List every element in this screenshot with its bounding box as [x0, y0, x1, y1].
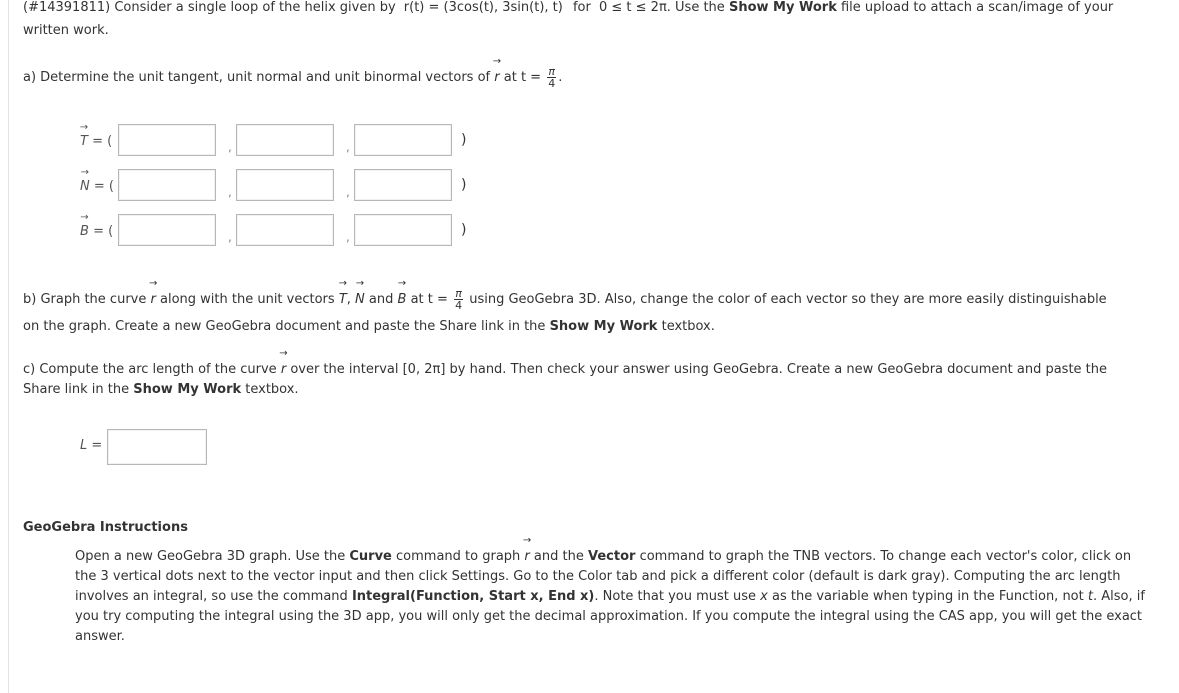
period: . — [558, 70, 563, 85]
pi-over-4 — [547, 66, 556, 89]
at-t: at t = — [410, 292, 448, 307]
vector-command: Vector — [588, 549, 636, 564]
instructions-line3 — [75, 587, 1160, 607]
instructions-line4: you try computing the integral using the 3D app, you will only get the decimal approximation. If you compute the integral using the CAS app, you will get the exact — [75, 609, 1143, 624]
tangent-x-input[interactable] — [118, 124, 216, 156]
r-vector: → r — [281, 360, 286, 380]
frac-den: 4 — [455, 299, 463, 312]
comma: , — [346, 185, 350, 199]
arc-length-input[interactable] — [107, 429, 207, 465]
eq-open: = ( — [92, 134, 113, 149]
part-a-text — [23, 66, 1159, 89]
normal-y-input[interactable] — [236, 169, 334, 201]
B-symbol: → B — [398, 290, 407, 310]
question-id: (#14391811) — [23, 0, 111, 15]
part-c-line1 — [23, 360, 1159, 380]
part-a-prompt: a) Determine the unit tangent, unit normal and unit binormal vectors of — [23, 70, 491, 85]
instr-text: involves an integral, so use the command — [75, 589, 348, 604]
pi-over-4 — [454, 288, 463, 311]
normal-x-input[interactable] — [118, 169, 216, 201]
curve-command: Curve — [349, 549, 392, 564]
B-symbol: → B — [80, 224, 89, 239]
normal-label — [80, 179, 120, 194]
instr-text: Open a new GeoGebra 3D graph. Use the — [75, 549, 346, 564]
instr-text: . Also, if — [1092, 589, 1145, 604]
close-bracket: ) — [461, 132, 467, 148]
instr-text: as the variable when typing in the Function, not — [772, 589, 1084, 604]
part-c-text4: Share link in the — [23, 382, 130, 397]
domain: 0 ≤ t ≤ 2π — [599, 0, 667, 15]
show-my-work-label: Show My Work — [549, 319, 658, 334]
r-func-text: r(t) = (3cos(t), 3sin(t), t) — [403, 0, 563, 15]
binormal-y-input[interactable] — [236, 214, 334, 246]
part-b-line1 — [23, 288, 1159, 311]
T-symbol: → T — [80, 134, 88, 149]
eq-open: = ( — [93, 179, 114, 194]
part-c-text2: over the interval — [290, 362, 399, 377]
instr-text: command to graph — [396, 549, 521, 564]
binormal-label — [80, 224, 120, 239]
instructions-line5: answer. — [75, 629, 125, 644]
part-b-text5: textbox. — [661, 319, 715, 334]
r-vector: → r — [151, 290, 156, 310]
r-vector: → r — [494, 68, 499, 88]
close-bracket: ) — [461, 222, 467, 238]
part-c-text5: textbox. — [245, 382, 299, 397]
intro-line2: written work. — [23, 23, 109, 38]
close-bracket: ) — [461, 177, 467, 193]
frac-num: π — [548, 65, 556, 78]
comma: , — [346, 230, 350, 244]
r-vector: → r — [524, 547, 529, 567]
N-symbol: → N — [80, 179, 90, 194]
comma: , — [228, 230, 232, 244]
comma: , — [346, 292, 351, 307]
for-word: for — [572, 0, 591, 15]
part-b-text2: along with the unit vectors — [160, 292, 335, 307]
part-b-text3: using GeoGebra 3D. Also, change the color of each vector so they are more easily distinguishable — [469, 292, 1107, 307]
instr-text: and the — [533, 549, 584, 564]
comma: , — [228, 185, 232, 199]
eq-open: = ( — [93, 224, 114, 239]
arc-length-label: L = — [80, 438, 103, 453]
part-c-line2 — [23, 380, 1159, 400]
part-c-text3: by hand. Then check your answer using GeoGebra. Create a new GeoGebra document and paste the — [449, 362, 1108, 377]
binormal-z-input[interactable] — [354, 214, 452, 246]
helix-function — [404, 0, 563, 15]
part-b-text1: b) Graph the curve — [23, 292, 147, 307]
frac-num: π — [455, 287, 462, 300]
tangent-y-input[interactable] — [236, 124, 334, 156]
part-b-text4: on the graph. Create a new GeoGebra document and paste the Share link in the — [23, 319, 546, 334]
integral-command: Integral(Function, Start x, End x) — [351, 589, 595, 604]
N-symbol: → N — [355, 290, 365, 310]
instructions-line1 — [75, 547, 1160, 567]
tangent-z-input[interactable] — [354, 124, 452, 156]
part-b-line2 — [23, 317, 1159, 337]
intro-text: Consider a single loop of the helix given by — [114, 0, 396, 15]
x-variable: x — [760, 589, 768, 604]
show-my-work-label: Show My Work — [133, 382, 242, 397]
instr-text: command to graph the TNB vectors. To change each vector's color, click on — [639, 549, 1132, 564]
instructions-heading: GeoGebra Instructions — [23, 520, 188, 535]
instructions-line2: the 3 vertical dots next to the vector input and then click Settings. Go to the Color tab and pick a different color (default is dark gray). Computing the arc length — [75, 569, 1121, 584]
tangent-label — [80, 134, 120, 149]
comma: , — [228, 140, 232, 154]
part-c-text1: c) Compute the arc length of the curve — [23, 362, 277, 377]
show-my-work-label: Show My Work — [728, 0, 837, 15]
comma: , — [346, 140, 350, 154]
T-symbol: → T — [339, 290, 347, 310]
and-word: and — [368, 292, 394, 307]
question-intro — [23, 0, 1159, 18]
t-variable: t — [1087, 589, 1093, 604]
normal-z-input[interactable] — [354, 169, 452, 201]
interval: [0, 2π] — [402, 362, 446, 377]
binormal-x-input[interactable] — [118, 214, 216, 246]
instr-text: . Note that you must use — [594, 589, 757, 604]
intro-b: . Use the — [666, 0, 725, 15]
at-t: at t = — [503, 70, 542, 85]
intro-c: file upload to attach a scan/image of your — [840, 0, 1114, 15]
left-border — [8, 0, 9, 693]
frac-den: 4 — [548, 77, 556, 90]
